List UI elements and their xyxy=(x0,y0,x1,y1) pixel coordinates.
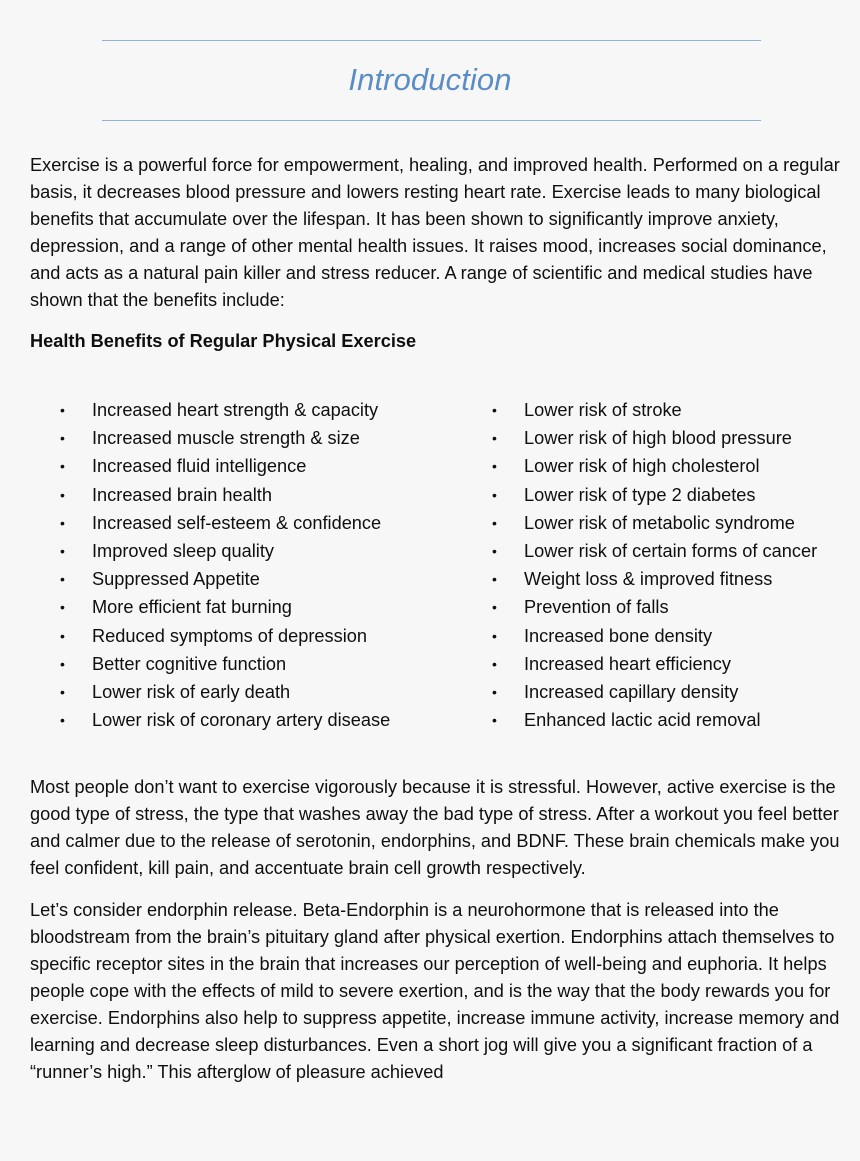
list-item xyxy=(492,537,817,565)
list-item-text: Lower risk of high blood pressure xyxy=(524,428,792,449)
bullet-icon: • xyxy=(60,402,65,418)
list-item xyxy=(60,622,390,650)
bullet-icon: • xyxy=(60,458,65,475)
list-item-text: Enhanced lactic acid removal xyxy=(524,710,761,731)
bullet-icon: • xyxy=(60,430,65,447)
list-item-text: Increased fluid intelligence xyxy=(92,456,307,477)
list-item-text: Increased brain health xyxy=(92,484,272,505)
list-item-text: Lower risk of coronary artery disease xyxy=(92,710,391,731)
list-item xyxy=(492,452,817,480)
bullet-icon: • xyxy=(492,542,497,559)
list-item xyxy=(492,396,817,424)
list-item-text: Lower risk of metabolic syndrome xyxy=(524,512,795,533)
bullet-icon: • xyxy=(492,627,497,644)
list-item-text: Increased self-esteem & confidence xyxy=(92,512,382,533)
list-item-text: Weight loss & improved fitness xyxy=(524,569,773,590)
list-item-text: Lower risk of stroke xyxy=(524,400,682,420)
list-item-text: Reduced symptoms of depression xyxy=(92,625,367,646)
bullet-icon: • xyxy=(60,486,65,503)
list-item xyxy=(492,650,817,678)
list-item-text: Suppressed Appetite xyxy=(92,569,260,590)
list-item xyxy=(60,593,390,621)
bullet-icon: • xyxy=(492,514,497,531)
bullet-icon: • xyxy=(60,599,65,616)
list-item-text: Increased bone density xyxy=(524,625,713,646)
bullet-icon: • xyxy=(492,683,497,700)
list-item-text: Prevention of falls xyxy=(524,597,669,618)
list-item xyxy=(60,481,390,509)
bullet-icon: • xyxy=(492,599,497,616)
page-title: Introduction xyxy=(348,62,512,97)
bullet-icon: • xyxy=(492,402,497,418)
list-item xyxy=(492,509,817,537)
list-item xyxy=(60,396,390,424)
bullet-icon: • xyxy=(492,571,497,588)
intro-paragraph: Exercise is a powerful force for empowerment, healing, and improved health. Performed on a regular basis, it decreases blood pressure and lowers resting heart rate. Exercise leads to many biological benefits that accumulate over the lifespan. It has been shown to significantly improve anxiety, depression, and a range of other mental health issues. It raises mood, increases social dominance, and acts as a natural pain killer and stress reducer. A range of scientific and medical studies have shown that the benefits include: xyxy=(30,155,840,310)
list-item-text: Improved sleep quality xyxy=(92,540,274,561)
list-item xyxy=(60,565,390,593)
list-item-text: More efficient fat burning xyxy=(92,597,292,618)
list-item xyxy=(60,452,390,480)
list-item xyxy=(492,565,817,593)
bullet-icon: • xyxy=(492,655,497,672)
bullet-icon: • xyxy=(60,655,65,672)
bullet-icon: • xyxy=(60,683,65,700)
stress-paragraph: Most people don’t want to exercise vigorously because it is stressful. However, active exercise is the good type of stress, the type that washes away the bad type of stress. After a workout you feel better and calmer due to the release of serotonin, endorphins, and BDNF. These brain chemicals make you feel confident, kill pain, and accentuate brain cell growth respectively. xyxy=(30,777,840,878)
benefits-list-left xyxy=(60,396,390,734)
bullet-icon: • xyxy=(60,571,65,588)
list-item xyxy=(492,622,817,650)
title-top-rule xyxy=(102,40,761,41)
title-bottom-rule xyxy=(102,120,761,121)
list-item-text: Lower risk of type 2 diabetes xyxy=(524,484,756,505)
list-item xyxy=(60,650,390,678)
list-item xyxy=(60,706,390,734)
list-item xyxy=(492,678,817,706)
benefits-heading: Health Benefits of Regular Physical Exercise xyxy=(30,331,417,351)
list-item-text: Lower risk of high cholesterol xyxy=(524,456,760,477)
list-item xyxy=(492,706,817,734)
list-item-text: Increased capillary density xyxy=(524,681,739,702)
bullet-icon: • xyxy=(492,430,497,447)
bullet-icon: • xyxy=(60,542,65,559)
list-item-text: Lower risk of early death xyxy=(92,681,291,702)
list-item-text: Lower risk of certain forms of cancer xyxy=(524,540,818,561)
list-item xyxy=(60,537,390,565)
list-item-text: Increased heart strength & capacity xyxy=(92,400,379,420)
list-item xyxy=(492,481,817,509)
bullet-icon: • xyxy=(60,514,65,531)
benefits-list-right xyxy=(492,396,817,734)
list-item xyxy=(60,424,390,452)
list-item xyxy=(60,678,390,706)
list-item xyxy=(492,593,817,621)
bullet-icon: • xyxy=(492,458,497,475)
bullet-icon: • xyxy=(492,486,497,503)
list-item xyxy=(492,424,817,452)
list-item xyxy=(60,509,390,537)
bullet-icon: • xyxy=(492,712,497,729)
list-item-text: Increased heart efficiency xyxy=(524,653,731,674)
bullet-icon: • xyxy=(60,627,65,644)
endorphin-paragraph: Let’s consider endorphin release. Beta-Endorphin is a neurohormone that is released into the bloodstream from the brain’s pituitary gland after physical exertion. Endorphins attach themselves to specific receptor sites in the brain that increases our perception of well-being and euphoria. It helps people cope with the effects of mild to severe exertion, and is the way that the body rewards you for exercise. Endorphins also help to suppress appetite, increase immune activity, increase memory and learning and decrease sleep disturbances. Even a short jog will give you a significant fraction of a “runner’s high.” This afterglow of pleasure achieved xyxy=(30,900,840,1082)
bullet-icon: • xyxy=(60,712,65,729)
list-item-text: Increased muscle strength & size xyxy=(92,428,360,449)
list-item-text: Better cognitive function xyxy=(92,653,287,674)
